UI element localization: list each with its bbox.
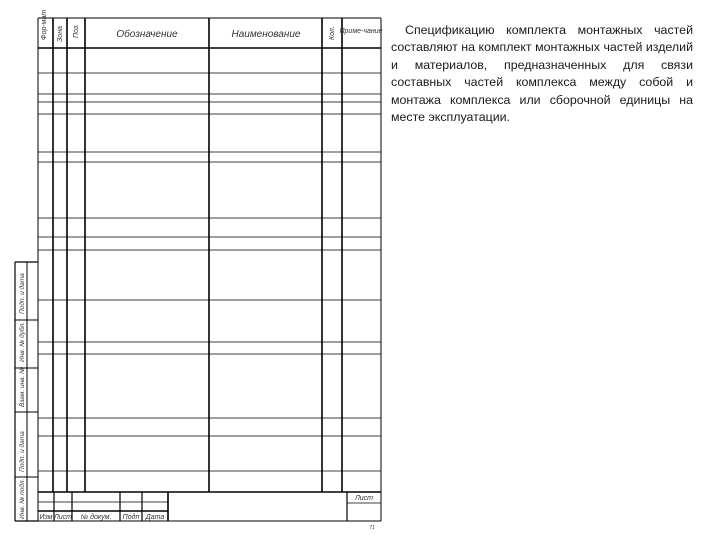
tb-signature: Подп xyxy=(122,514,140,521)
tb-sheet: Лист xyxy=(53,514,73,521)
stamp-sub-date: Подп. и дата xyxy=(19,273,26,314)
header-name: Наименование xyxy=(231,29,301,40)
body-text: Спецификацию комплекта монтажных частей составляют на комплект монтажных частей изделий и материалов, предназначенных для связи составных частей комплекса между собой и монтажа комплекса или сборочной единицы на месте эксплуатации. xyxy=(391,23,693,125)
stamp-sub-date-2: Подп. и дата xyxy=(19,431,26,472)
tb-change: Изм xyxy=(39,514,53,521)
tb-date: Дата xyxy=(145,514,165,521)
stamp-inv-podl: Инв. № подл. xyxy=(19,478,26,519)
header-note: Приме-чание xyxy=(339,28,383,35)
stamp-inv-dubl: Инв. № дубл. xyxy=(19,322,26,362)
header-quantity: Кол. xyxy=(329,26,336,40)
header-designation: Обозначение xyxy=(116,29,178,40)
tb-doc-number: № докум. xyxy=(80,514,112,521)
column-lines xyxy=(53,18,342,492)
header-format: Фор-мат xyxy=(41,9,48,40)
page-number: 71 xyxy=(369,525,375,531)
header-position: Поз. xyxy=(73,23,80,38)
tb-sheet-right: Лист xyxy=(354,495,374,502)
header-zone: Зона xyxy=(57,26,64,42)
stamp-vzam-inv: Взам. инв. № xyxy=(19,366,26,407)
